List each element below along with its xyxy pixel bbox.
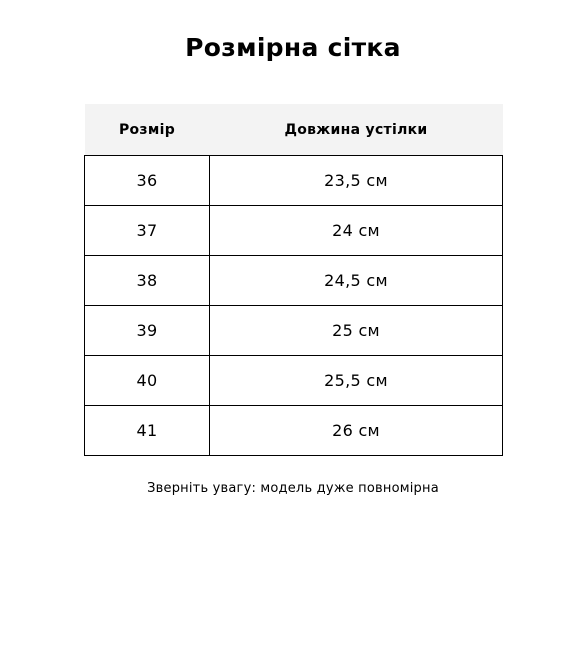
size-cell: 39: [85, 306, 210, 356]
table-header-row: [85, 104, 503, 156]
table-row: [85, 306, 503, 356]
insole-length-cell: 25,5 см: [210, 356, 503, 406]
table-row: [85, 256, 503, 306]
table-row: [85, 406, 503, 456]
column-header-size: Розмір: [85, 104, 210, 156]
table-row: [85, 156, 503, 206]
table-row: [85, 206, 503, 256]
size-cell: 38: [85, 256, 210, 306]
size-cell: 40: [85, 356, 210, 406]
size-cell: 36: [85, 156, 210, 206]
insole-length-cell: 25 см: [210, 306, 503, 356]
insole-length-cell: 26 см: [210, 406, 503, 456]
table-row: [85, 356, 503, 406]
column-header-insole-length: Довжина устілки: [210, 104, 503, 156]
insole-length-cell: 24 см: [210, 206, 503, 256]
size-cell: 41: [85, 406, 210, 456]
size-chart-table: [84, 104, 503, 456]
fit-note: Зверніть увагу: модель дуже повномірна: [147, 481, 439, 496]
insole-length-cell: 23,5 см: [210, 156, 503, 206]
insole-length-cell: 24,5 см: [210, 256, 503, 306]
size-cell: 37: [85, 206, 210, 256]
page-title: Розмірна сітка: [185, 33, 401, 62]
